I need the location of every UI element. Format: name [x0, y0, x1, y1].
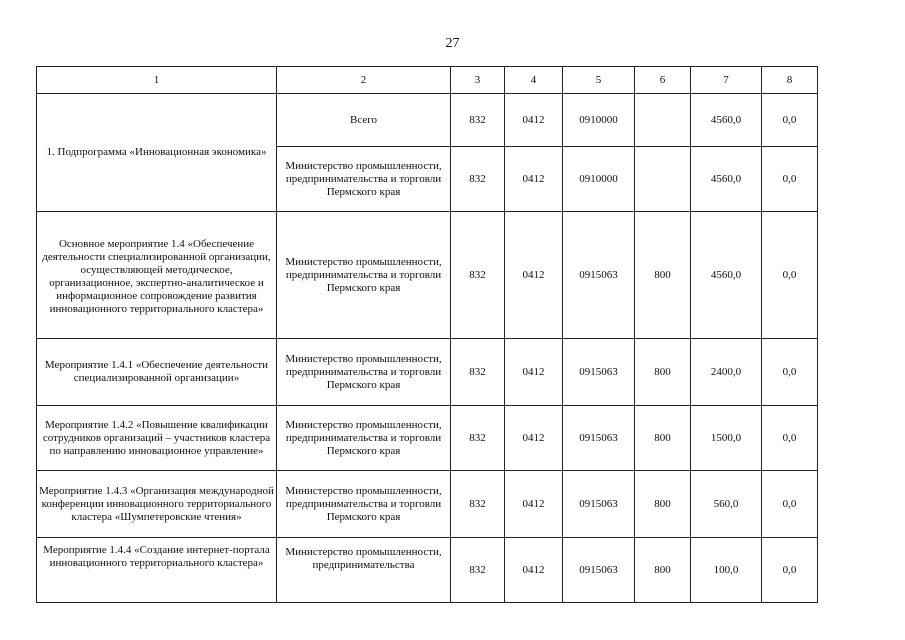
cell-c3: 832: [451, 212, 505, 339]
column-header: 6: [635, 67, 691, 94]
column-header: 3: [451, 67, 505, 94]
cell-c5: 0915063: [563, 471, 635, 538]
cell-c8: 0,0: [762, 212, 818, 339]
cell-c8: 0,0: [762, 339, 818, 406]
cell-c5: 0910000: [563, 94, 635, 147]
cell-c6: 800: [635, 471, 691, 538]
responsible-cell: Министерство промышленности, предпринимательства и торговли Пермского края: [277, 212, 451, 339]
cell-c3: 832: [451, 471, 505, 538]
cell-c6: [635, 147, 691, 212]
cell-c5: 0915063: [563, 339, 635, 406]
column-header: 2: [277, 67, 451, 94]
cell-c8: 0,0: [762, 471, 818, 538]
responsible-cell: Министерство промышленности, предпринимательства и торговли Пермского края: [277, 406, 451, 471]
cell-c3: 832: [451, 406, 505, 471]
cell-c8: 0,0: [762, 94, 818, 147]
cell-c4: 0412: [505, 538, 563, 603]
responsible-cell: Министерство промышленности, предпринимательства и торговли Пермского края: [277, 339, 451, 406]
program-name-cell: 1. Подпрограмма «Инновационная экономика»: [37, 94, 277, 212]
activity-name-cell: Мероприятие 1.4.3 «Организация международной конференции инновационного территориального кластера «Шумпетеровские чтения»: [37, 471, 277, 538]
cell-c8: 0,0: [762, 147, 818, 212]
header-row: [37, 67, 818, 94]
cell-c4: 0412: [505, 94, 563, 147]
responsible-cell: Министерство промышленности, предпринимательства и торговли Пермского края: [277, 147, 451, 212]
cell-c4: 0412: [505, 339, 563, 406]
cell-c5: 0915063: [563, 538, 635, 603]
cell-c7: 4560,0: [691, 147, 762, 212]
table-row: [37, 212, 818, 339]
activity-name-cell: Мероприятие 1.4.2 «Повышение квалификации сотрудников организаций – участников кластера по направлению инновационное управление»: [37, 406, 277, 471]
responsible-cell: Всего: [277, 94, 451, 147]
cell-c3: 832: [451, 339, 505, 406]
cell-c6: 800: [635, 212, 691, 339]
activity-name-cell: Мероприятие 1.4.4 «Создание интернет-портала инновационного территориального кластера»: [37, 538, 277, 603]
column-header: 1: [37, 67, 277, 94]
activity-name-cell: Мероприятие 1.4.1 «Обеспечение деятельности специализированной организации»: [37, 339, 277, 406]
table-row: [37, 538, 818, 603]
cell-c6: 800: [635, 339, 691, 406]
cell-c7: 560,0: [691, 471, 762, 538]
budget-table: [36, 66, 818, 603]
cell-c4: 0412: [505, 471, 563, 538]
cell-c5: 0915063: [563, 406, 635, 471]
cell-c6: 800: [635, 538, 691, 603]
table-row: [37, 339, 818, 406]
column-header: 7: [691, 67, 762, 94]
responsible-cell: Министерство промышленности, предпринимательства и торговли Пермского края: [277, 471, 451, 538]
cell-c4: 0412: [505, 212, 563, 339]
table-row: [37, 94, 818, 147]
cell-c8: 0,0: [762, 406, 818, 471]
cell-c3: 832: [451, 94, 505, 147]
cell-c7: 4560,0: [691, 212, 762, 339]
cell-c6: 800: [635, 406, 691, 471]
column-header: 8: [762, 67, 818, 94]
cell-c7: 2400,0: [691, 339, 762, 406]
cell-c5: 0915063: [563, 212, 635, 339]
column-header: 5: [563, 67, 635, 94]
cell-c7: 1500,0: [691, 406, 762, 471]
activity-name-cell: Основное мероприятие 1.4 «Обеспечение деятельности специализированной организации, осуществляющей методическое, организационное, экспертно-аналитическое и информационное сопровождение развития инновационного территориального кластера»: [37, 212, 277, 339]
cell-c4: 0412: [505, 147, 563, 212]
cell-c4: 0412: [505, 406, 563, 471]
cell-c7: 100,0: [691, 538, 762, 603]
cell-c8: 0,0: [762, 538, 818, 603]
cell-c6: [635, 94, 691, 147]
table-row: [37, 471, 818, 538]
cell-c5: 0910000: [563, 147, 635, 212]
page-number: 27: [445, 36, 460, 51]
cell-c3: 832: [451, 538, 505, 603]
cell-c7: 4560,0: [691, 94, 762, 147]
table-row: [37, 406, 818, 471]
responsible-cell: Министерство промышленности, предпринимательства: [277, 538, 451, 603]
column-header: 4: [505, 67, 563, 94]
cell-c3: 832: [451, 147, 505, 212]
